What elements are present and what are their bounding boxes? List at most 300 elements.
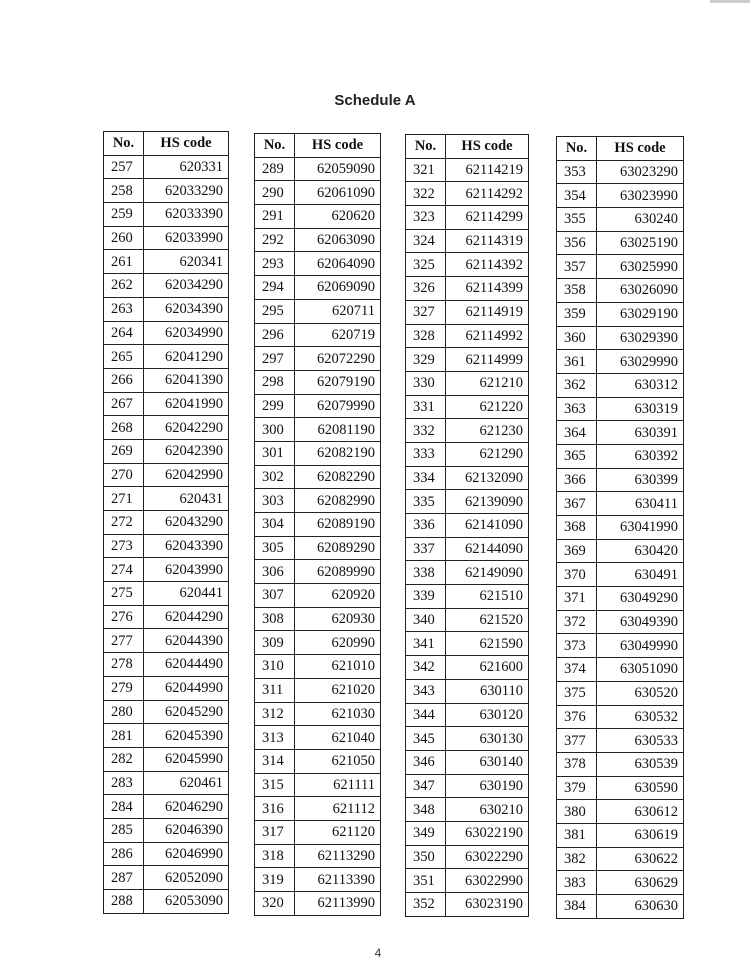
table-row xyxy=(104,203,229,227)
hs-code-cell: 62063090 xyxy=(295,228,381,252)
table-row xyxy=(255,465,381,489)
hs-code-cell: 620441 xyxy=(144,582,229,606)
hs-code-cell: 62042290 xyxy=(144,416,229,440)
row-number: 296 xyxy=(255,323,295,347)
table-row xyxy=(255,560,381,584)
hs-code-cell: 62059090 xyxy=(295,157,381,181)
row-number: 282 xyxy=(104,747,144,771)
table-row xyxy=(406,608,529,632)
table-row xyxy=(406,158,529,182)
row-number: 363 xyxy=(557,397,597,421)
table-row xyxy=(255,726,381,750)
row-number: 310 xyxy=(255,655,295,679)
table-row xyxy=(406,206,529,230)
table-row xyxy=(557,468,684,492)
hs-code-cell: 62114319 xyxy=(446,229,529,253)
table-row xyxy=(255,370,381,394)
table-row xyxy=(557,397,684,421)
row-number: 259 xyxy=(104,203,144,227)
header-hs-code: HS code xyxy=(144,132,229,156)
table-header-row xyxy=(406,135,529,159)
hs-code-cell: 62045290 xyxy=(144,700,229,724)
hs-code-cell: 62064090 xyxy=(295,252,381,276)
hs-code-cell: 621520 xyxy=(446,608,529,632)
hs-code-cell: 63049990 xyxy=(597,634,684,658)
table-row xyxy=(255,181,381,205)
row-number: 269 xyxy=(104,439,144,463)
hs-code-cell: 62114919 xyxy=(446,300,529,324)
table-row xyxy=(406,703,529,727)
table-row xyxy=(406,750,529,774)
table-row xyxy=(557,610,684,634)
table-row xyxy=(406,395,529,419)
row-number: 344 xyxy=(406,703,446,727)
row-number: 377 xyxy=(557,729,597,753)
hs-code-cell: 62114399 xyxy=(446,277,529,301)
hs-code-cell: 62043390 xyxy=(144,534,229,558)
hs-code-cell: 630312 xyxy=(597,373,684,397)
table-row xyxy=(557,279,684,303)
row-number: 316 xyxy=(255,797,295,821)
row-number: 378 xyxy=(557,752,597,776)
table-row xyxy=(104,439,229,463)
table-row xyxy=(557,752,684,776)
row-number: 336 xyxy=(406,514,446,538)
table-row xyxy=(255,347,381,371)
row-number: 355 xyxy=(557,208,597,232)
hs-code-cell: 63051090 xyxy=(597,658,684,682)
hs-code-table-2 xyxy=(254,133,381,916)
hs-code-cell: 63022290 xyxy=(446,845,529,869)
hs-code-cell: 621510 xyxy=(446,585,529,609)
row-number: 274 xyxy=(104,558,144,582)
table-row xyxy=(406,514,529,538)
table-row xyxy=(406,229,529,253)
table-row xyxy=(557,302,684,326)
hs-code-cell: 620930 xyxy=(295,607,381,631)
page-number: 4 xyxy=(374,946,382,960)
hs-code-cell: 620719 xyxy=(295,323,381,347)
table-header-row xyxy=(557,137,684,161)
hs-code-cell: 62079190 xyxy=(295,370,381,394)
table-row xyxy=(255,702,381,726)
row-number: 340 xyxy=(406,608,446,632)
hs-code-cell: 62033290 xyxy=(144,179,229,203)
row-number: 281 xyxy=(104,724,144,748)
table-row xyxy=(406,585,529,609)
row-number: 271 xyxy=(104,487,144,511)
header-hs-code: HS code xyxy=(446,135,529,159)
table-row xyxy=(557,776,684,800)
table-row xyxy=(104,179,229,203)
hs-code-cell: 62089990 xyxy=(295,560,381,584)
row-number: 333 xyxy=(406,442,446,466)
hs-code-cell: 630612 xyxy=(597,800,684,824)
table-row xyxy=(104,771,229,795)
row-number: 374 xyxy=(557,658,597,682)
row-number: 331 xyxy=(406,395,446,419)
hs-code-cell: 62041290 xyxy=(144,345,229,369)
table-row xyxy=(104,534,229,558)
table-row xyxy=(557,492,684,516)
table-row xyxy=(104,392,229,416)
table-row xyxy=(406,845,529,869)
hs-code-cell: 62033390 xyxy=(144,203,229,227)
table-row xyxy=(406,324,529,348)
hs-code-cell: 630619 xyxy=(597,823,684,847)
hs-code-cell: 62034290 xyxy=(144,274,229,298)
hs-code-cell: 630491 xyxy=(597,563,684,587)
row-number: 292 xyxy=(255,228,295,252)
row-number: 301 xyxy=(255,441,295,465)
row-number: 334 xyxy=(406,466,446,490)
hs-code-table-1 xyxy=(103,131,229,914)
row-number: 317 xyxy=(255,820,295,844)
row-number: 361 xyxy=(557,350,597,374)
row-number: 263 xyxy=(104,297,144,321)
hs-code-cell: 630319 xyxy=(597,397,684,421)
hs-code-cell: 62043290 xyxy=(144,511,229,535)
header-no: No. xyxy=(255,134,295,158)
row-number: 347 xyxy=(406,774,446,798)
table-row xyxy=(104,463,229,487)
hs-code-cell: 63049390 xyxy=(597,610,684,634)
hs-code-cell: 62089290 xyxy=(295,536,381,560)
hs-code-cell: 630391 xyxy=(597,421,684,445)
row-number: 278 xyxy=(104,653,144,677)
row-number: 294 xyxy=(255,276,295,300)
hs-code-cell: 62082290 xyxy=(295,465,381,489)
row-number: 308 xyxy=(255,607,295,631)
hs-code-cell: 62081190 xyxy=(295,418,381,442)
hs-code-cell: 62144090 xyxy=(446,537,529,561)
hs-code-cell: 62114992 xyxy=(446,324,529,348)
hs-code-cell: 621020 xyxy=(295,678,381,702)
hs-code-cell: 62113990 xyxy=(295,892,381,916)
row-number: 373 xyxy=(557,634,597,658)
table-row xyxy=(104,274,229,298)
row-number: 359 xyxy=(557,302,597,326)
table-row xyxy=(406,656,529,680)
row-number: 268 xyxy=(104,416,144,440)
hs-code-cell: 620341 xyxy=(144,250,229,274)
table-row xyxy=(104,511,229,535)
table-row xyxy=(104,345,229,369)
row-number: 346 xyxy=(406,750,446,774)
table-row xyxy=(104,653,229,677)
row-number: 272 xyxy=(104,511,144,535)
table-row xyxy=(104,321,229,345)
hs-code-cell: 63025190 xyxy=(597,231,684,255)
hs-code-cell: 630120 xyxy=(446,703,529,727)
row-number: 323 xyxy=(406,206,446,230)
row-number: 318 xyxy=(255,844,295,868)
table-row xyxy=(557,373,684,397)
table-row xyxy=(406,893,529,917)
table-row xyxy=(255,205,381,229)
hs-code-cell: 62089190 xyxy=(295,513,381,537)
row-number: 286 xyxy=(104,842,144,866)
row-number: 354 xyxy=(557,184,597,208)
hs-code-cell: 621112 xyxy=(295,797,381,821)
row-number: 273 xyxy=(104,534,144,558)
table-row xyxy=(104,700,229,724)
table-row xyxy=(406,774,529,798)
table-row xyxy=(104,155,229,179)
table-row xyxy=(406,253,529,277)
table-row xyxy=(406,277,529,301)
hs-code-cell: 630130 xyxy=(446,727,529,751)
row-number: 305 xyxy=(255,536,295,560)
hs-code-cell: 62034390 xyxy=(144,297,229,321)
table-row xyxy=(104,866,229,890)
table-row xyxy=(557,208,684,232)
table-row xyxy=(255,655,381,679)
hs-code-cell: 621210 xyxy=(446,371,529,395)
hs-code-cell: 62043990 xyxy=(144,558,229,582)
row-number: 261 xyxy=(104,250,144,274)
row-number: 327 xyxy=(406,300,446,324)
hs-code-cell: 630520 xyxy=(597,681,684,705)
table-row xyxy=(255,276,381,300)
hs-code-cell: 630630 xyxy=(597,895,684,919)
table-row xyxy=(406,466,529,490)
table-row xyxy=(557,800,684,824)
table-row xyxy=(255,820,381,844)
row-number: 364 xyxy=(557,421,597,445)
page-title: Schedule A xyxy=(334,92,416,109)
scan-edge-mark xyxy=(710,0,750,3)
table-row xyxy=(406,798,529,822)
table-row xyxy=(255,678,381,702)
table-row xyxy=(406,371,529,395)
hs-code-cell: 62069090 xyxy=(295,276,381,300)
hs-code-cell: 630539 xyxy=(597,752,684,776)
row-number: 300 xyxy=(255,418,295,442)
row-number: 307 xyxy=(255,584,295,608)
table-row xyxy=(104,795,229,819)
table-row xyxy=(406,442,529,466)
row-number: 329 xyxy=(406,348,446,372)
hs-code-cell: 621040 xyxy=(295,726,381,750)
row-number: 343 xyxy=(406,679,446,703)
hs-code-cell: 63026090 xyxy=(597,279,684,303)
row-number: 257 xyxy=(104,155,144,179)
table-row xyxy=(104,226,229,250)
hs-code-cell: 62132090 xyxy=(446,466,529,490)
hs-code-cell: 62052090 xyxy=(144,866,229,890)
row-number: 262 xyxy=(104,274,144,298)
row-number: 348 xyxy=(406,798,446,822)
table-row xyxy=(557,729,684,753)
table-row xyxy=(557,587,684,611)
row-number: 275 xyxy=(104,582,144,606)
row-number: 328 xyxy=(406,324,446,348)
row-number: 371 xyxy=(557,587,597,611)
table-row xyxy=(255,892,381,916)
hs-code-cell: 62044390 xyxy=(144,629,229,653)
row-number: 303 xyxy=(255,489,295,513)
hs-code-cell: 62114299 xyxy=(446,206,529,230)
row-number: 288 xyxy=(104,890,144,914)
row-number: 341 xyxy=(406,632,446,656)
row-number: 302 xyxy=(255,465,295,489)
row-number: 324 xyxy=(406,229,446,253)
table-row xyxy=(255,418,381,442)
row-number: 352 xyxy=(406,893,446,917)
table-row xyxy=(406,348,529,372)
table-row xyxy=(557,444,684,468)
table-row xyxy=(104,558,229,582)
hs-code-cell: 630399 xyxy=(597,468,684,492)
row-number: 309 xyxy=(255,631,295,655)
row-number: 279 xyxy=(104,676,144,700)
header-hs-code: HS code xyxy=(295,134,381,158)
hs-code-cell: 63029990 xyxy=(597,350,684,374)
hs-code-cell: 630411 xyxy=(597,492,684,516)
table-row xyxy=(255,299,381,323)
table-header-row xyxy=(255,134,381,158)
row-number: 304 xyxy=(255,513,295,537)
hs-code-cell: 62046390 xyxy=(144,818,229,842)
table-row xyxy=(104,676,229,700)
hs-code-cell: 62114292 xyxy=(446,182,529,206)
table-row xyxy=(104,250,229,274)
row-number: 367 xyxy=(557,492,597,516)
hs-code-cell: 630629 xyxy=(597,871,684,895)
row-number: 338 xyxy=(406,561,446,585)
table-row xyxy=(557,350,684,374)
table-row xyxy=(255,489,381,513)
table-row xyxy=(255,844,381,868)
table-row xyxy=(255,868,381,892)
table-row xyxy=(557,421,684,445)
row-number: 293 xyxy=(255,252,295,276)
row-number: 285 xyxy=(104,818,144,842)
hs-code-cell: 63025990 xyxy=(597,255,684,279)
row-number: 287 xyxy=(104,866,144,890)
row-number: 260 xyxy=(104,226,144,250)
table-row xyxy=(557,681,684,705)
hs-code-cell: 62045990 xyxy=(144,747,229,771)
header-no: No. xyxy=(104,132,144,156)
hs-code-cell: 621590 xyxy=(446,632,529,656)
hs-code-cell: 630140 xyxy=(446,750,529,774)
row-number: 312 xyxy=(255,702,295,726)
table-row xyxy=(255,323,381,347)
row-number: 321 xyxy=(406,158,446,182)
hs-code-cell: 63023190 xyxy=(446,893,529,917)
table-row xyxy=(406,679,529,703)
header-hs-code: HS code xyxy=(597,137,684,161)
hs-code-cell: 62046990 xyxy=(144,842,229,866)
hs-code-cell: 621111 xyxy=(295,773,381,797)
hs-code-cell: 62113290 xyxy=(295,844,381,868)
table-row xyxy=(406,419,529,443)
table-row xyxy=(557,658,684,682)
table-row xyxy=(557,326,684,350)
table-row xyxy=(255,228,381,252)
table-row xyxy=(255,513,381,537)
hs-code-cell: 621030 xyxy=(295,702,381,726)
row-number: 366 xyxy=(557,468,597,492)
table-row xyxy=(255,607,381,631)
hs-code-cell: 621010 xyxy=(295,655,381,679)
table-row xyxy=(406,490,529,514)
hs-code-cell: 630240 xyxy=(597,208,684,232)
hs-code-cell: 62041390 xyxy=(144,368,229,392)
table-row xyxy=(406,182,529,206)
row-number: 276 xyxy=(104,605,144,629)
row-number: 357 xyxy=(557,255,597,279)
hs-code-cell: 62061090 xyxy=(295,181,381,205)
table-row xyxy=(406,632,529,656)
hs-code-cell: 62141090 xyxy=(446,514,529,538)
hs-code-cell: 620431 xyxy=(144,487,229,511)
row-number: 298 xyxy=(255,370,295,394)
row-number: 375 xyxy=(557,681,597,705)
row-number: 306 xyxy=(255,560,295,584)
hs-code-cell: 63049290 xyxy=(597,587,684,611)
table-row xyxy=(406,821,529,845)
row-number: 337 xyxy=(406,537,446,561)
table-row xyxy=(104,629,229,653)
hs-code-table-4 xyxy=(556,136,684,919)
hs-code-cell: 63022990 xyxy=(446,869,529,893)
table-row xyxy=(557,871,684,895)
table-row xyxy=(557,255,684,279)
row-number: 335 xyxy=(406,490,446,514)
table-row xyxy=(557,823,684,847)
row-number: 266 xyxy=(104,368,144,392)
hs-code-cell: 62053090 xyxy=(144,890,229,914)
row-number: 319 xyxy=(255,868,295,892)
row-number: 345 xyxy=(406,727,446,751)
hs-code-cell: 62114999 xyxy=(446,348,529,372)
row-number: 320 xyxy=(255,892,295,916)
hs-code-cell: 63022190 xyxy=(446,821,529,845)
row-number: 383 xyxy=(557,871,597,895)
hs-code-cell: 630190 xyxy=(446,774,529,798)
table-row xyxy=(255,252,381,276)
hs-code-cell: 62045390 xyxy=(144,724,229,748)
table-row xyxy=(255,584,381,608)
row-number: 382 xyxy=(557,847,597,871)
table-row xyxy=(557,895,684,919)
hs-code-cell: 63023290 xyxy=(597,160,684,184)
row-number: 332 xyxy=(406,419,446,443)
hs-code-cell: 62042990 xyxy=(144,463,229,487)
hs-code-cell: 620990 xyxy=(295,631,381,655)
hs-code-cell: 620711 xyxy=(295,299,381,323)
row-number: 379 xyxy=(557,776,597,800)
hs-code-cell: 630420 xyxy=(597,539,684,563)
table-row xyxy=(406,537,529,561)
hs-code-cell: 621230 xyxy=(446,419,529,443)
row-number: 270 xyxy=(104,463,144,487)
hs-code-cell: 62079990 xyxy=(295,394,381,418)
hs-code-cell: 620461 xyxy=(144,771,229,795)
table-row xyxy=(255,536,381,560)
row-number: 349 xyxy=(406,821,446,845)
row-number: 326 xyxy=(406,277,446,301)
hs-code-cell: 620620 xyxy=(295,205,381,229)
row-number: 339 xyxy=(406,585,446,609)
table-row xyxy=(557,516,684,540)
row-number: 290 xyxy=(255,181,295,205)
hs-code-cell: 62033990 xyxy=(144,226,229,250)
hs-code-cell: 62041990 xyxy=(144,392,229,416)
